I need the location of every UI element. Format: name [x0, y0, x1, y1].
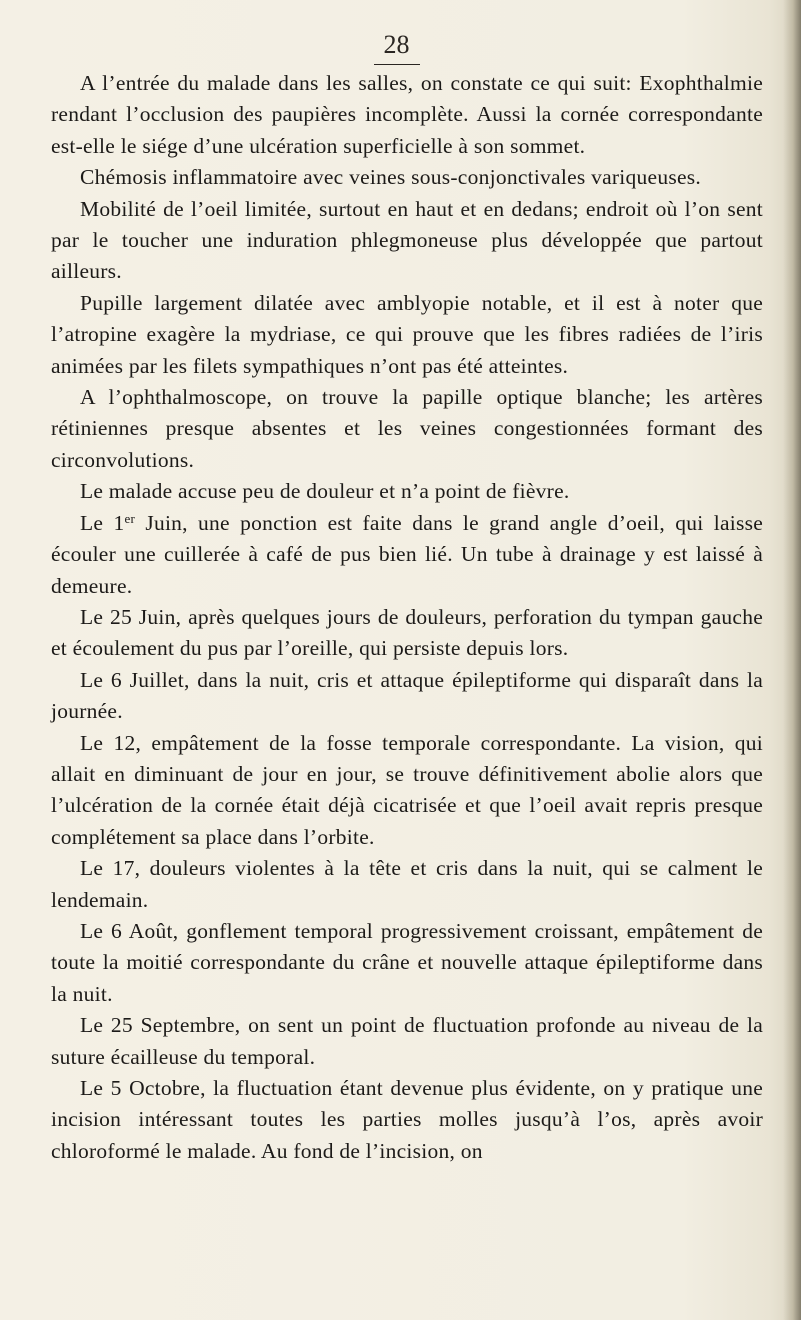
page-number — [0, 30, 801, 65]
juin-superscript: er — [124, 510, 136, 526]
paragraph-17: Le 17, douleurs violentes à la tête et cris dans la nuit, qui se calment le lendemain. — [51, 856, 763, 912]
paragraph-mobility: Mobilité de l’oeil limitée, surtout en haut et en dedans; endroit où l’on sent par le toucher une induration phlegmoneuse plus développée que partout ailleurs. — [51, 196, 763, 284]
paragraph-juillet-6: Le 6 Juillet, dans la nuit, cris et attaque épileptiforme qui disparaît dans la journée. — [51, 667, 763, 724]
paragraph-juin-1 — [51, 508, 763, 602]
paragraph-aout-6: Le 6 Août, gonflement temporal progressivement croissant, empâtement de toute la moitié correspondante du crâne et nouvelle attaque épileptiforme dans la nuit. — [51, 918, 763, 1006]
paragraph-12: Le 12, empâtement de la fosse temporale correspondante. La vision, qui allait en diminuant de jour en jour, se trouve définitivement abolie alors que l’ulcération de la cornée était déjà cicatrisée et que l’oeil avait repris presque complétement sa place dans l’orbite. — [51, 730, 763, 849]
juin-rest: Juin, une ponction est faite dans le grand angle d’oeil, qui laisse écouler une cuillerée à café de pus bien lié. Un tube à drainage y est laissé à demeure. — [51, 510, 763, 598]
body-text — [51, 68, 763, 1167]
juin-lead: Le 1 — [80, 510, 125, 535]
paragraph-chemosis: Chémosis inflammatoire avec veines sous-conjonctivales variqueuses. — [80, 165, 701, 190]
paragraph-arrival: A l’entrée du malade dans les salles, on constate ce qui suit: Exophthalmie rendant l’occlusion des paupières incomplète. Aussi la cornée correspondante est-elle le siége d’une ulcération superficielle à son sommet. — [51, 71, 763, 158]
paragraph-septembre-25: Le 25 Septembre, on sent un point de fluctuation profonde au niveau de la suture écailleuse du temporal. — [51, 1013, 763, 1069]
paragraph-ophthalmoscope: A l’ophthalmoscope, on trouve la papille optique blanche; les artères rétiniennes presque absentes et les veines congestionnées formant des circonvolutions. — [51, 385, 763, 472]
paragraph-pain: Le malade accuse peu de douleur et n’a point de fièvre. — [80, 479, 570, 504]
paragraph-pupil: Pupille largement dilatée avec amblyopie notable, et il est à noter que l’atropine exagère la mydriase, ce qui prouve que les fibres radiées de l’iris animées par les filets sympathiques n’ont pas été atteintes. — [51, 290, 763, 378]
page-number-text: 28 — [374, 30, 420, 65]
paragraph-juin-25: Le 25 Juin, après quelques jours de douleurs, perforation du tympan gauche et écoulement du pus par l’oreille, qui persiste depuis lors. — [51, 604, 763, 661]
paragraph-octobre-5: Le 5 Octobre, la fluctuation étant devenue plus évidente, on y pratique une incision intéressant toutes les parties molles jusqu’à l’os, après avoir chloroformé le malade. Au fond de l’incision, on — [51, 1076, 763, 1163]
page-edge-shadow — [783, 0, 801, 1320]
